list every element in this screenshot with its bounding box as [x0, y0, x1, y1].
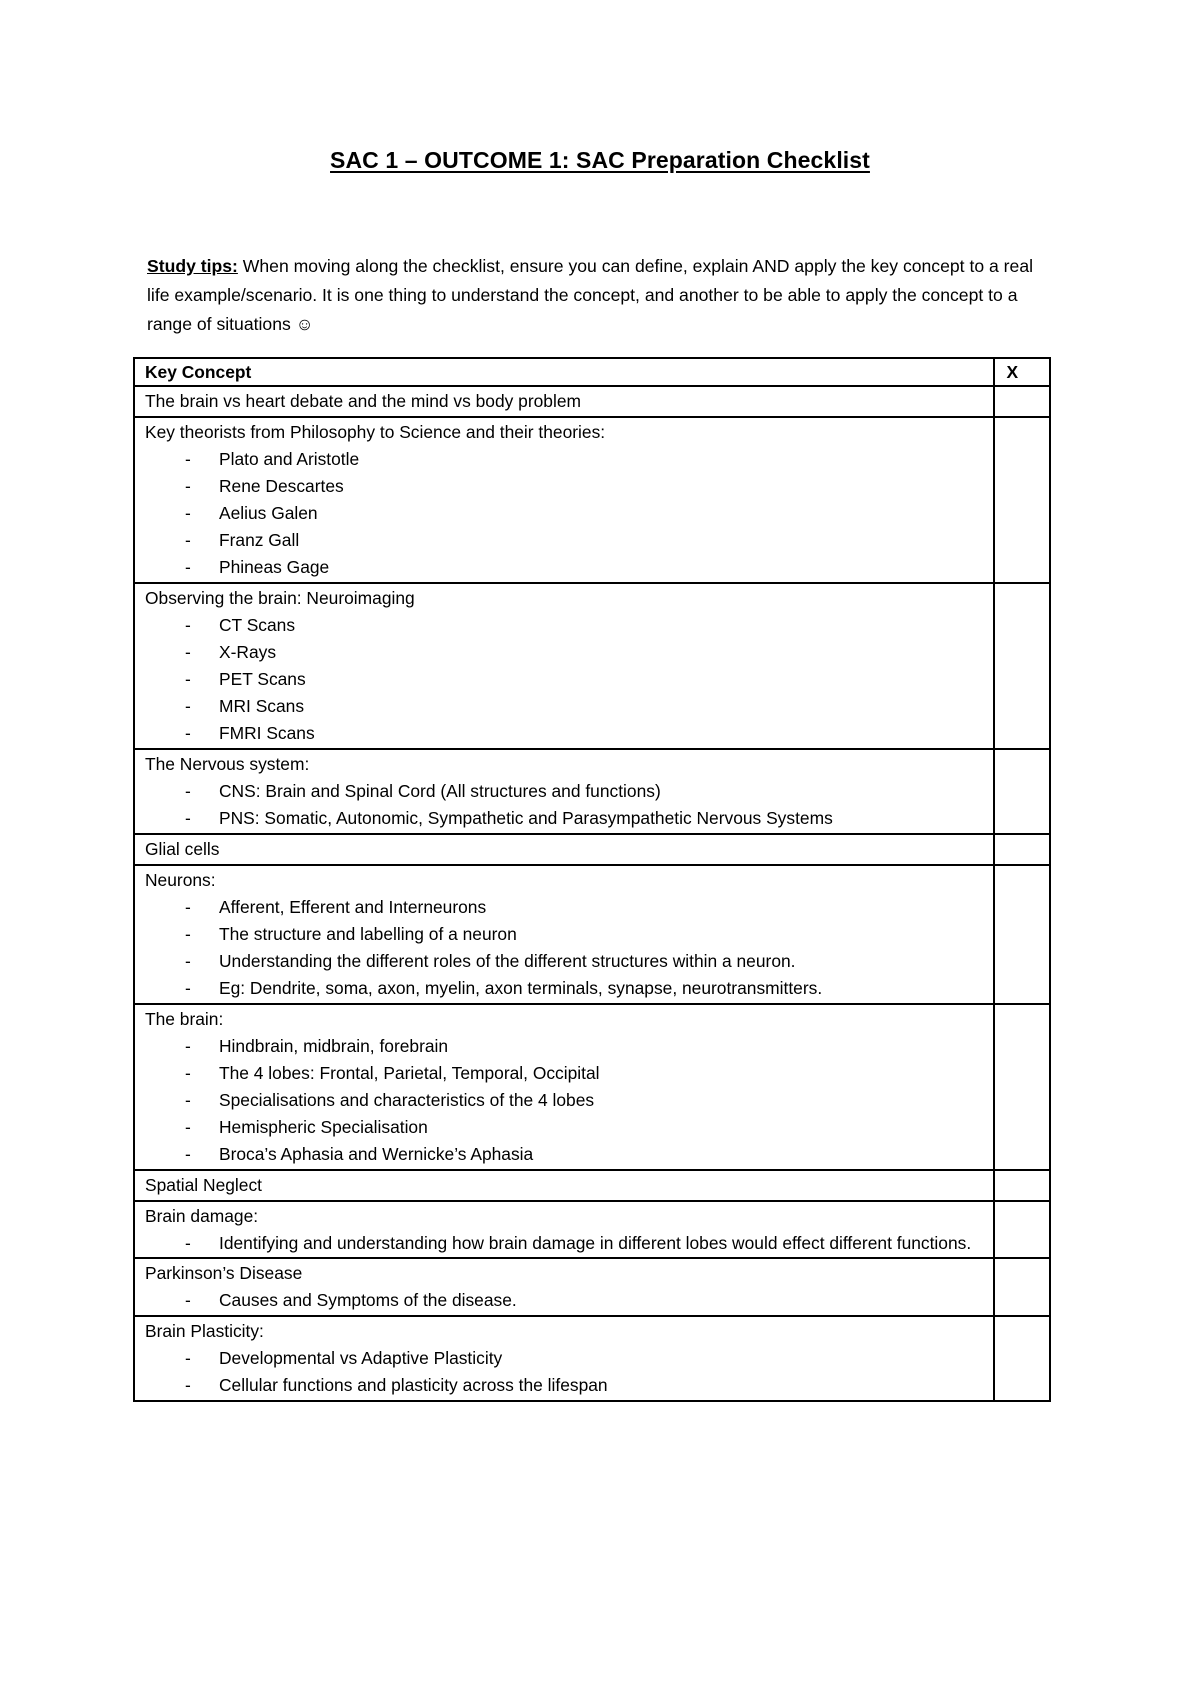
concept-subitem: - Understanding the different roles of the different structures within a neuron. [185, 948, 984, 975]
concept-subitem: - Plato and Aristotle [185, 446, 984, 473]
checklist-row [134, 749, 1050, 834]
concept-heading: The brain: [145, 1009, 224, 1029]
concept-cell [134, 1201, 994, 1258]
concept-cell [134, 417, 994, 583]
checklist-row [134, 583, 1050, 749]
concept-subitem: - Developmental vs Adaptive Plasticity [185, 1345, 984, 1372]
checklist-row [134, 1201, 1050, 1258]
concept-subitems [145, 1230, 984, 1256]
checkbox-cell[interactable] [994, 583, 1050, 749]
concept-heading: Brain damage: [145, 1206, 259, 1226]
concept-heading: Key theorists from Philosophy to Science and their theories: [145, 422, 606, 442]
key-concept-header: Key Concept [134, 358, 994, 386]
concept-subitem: - MRI Scans [185, 693, 984, 720]
concept-subitems [145, 1345, 984, 1399]
concept-subitem: - CT Scans [185, 612, 984, 639]
concept-cell [134, 386, 994, 417]
checklist-header-row [134, 358, 1050, 386]
concept-heading: Brain Plasticity: [145, 1321, 264, 1341]
concept-subitem: - Cellular functions and plasticity across the lifespan [185, 1372, 984, 1399]
checkbox-cell[interactable] [994, 386, 1050, 417]
concept-heading: The Nervous system: [145, 754, 310, 774]
study-tips [147, 252, 1057, 339]
concept-heading: Parkinson’s Disease [145, 1263, 303, 1283]
concept-cell [134, 1258, 994, 1316]
concept-subitem: - Causes and Symptoms of the disease. [185, 1287, 984, 1314]
study-tips-text: When moving along the checklist, ensure you can define, explain AND apply the key concept to a real life example/scenario. It is one thing to understand the concept, and another to be able to apply the concept to a range of situations ☺ [147, 256, 1034, 334]
checklist-row [134, 865, 1050, 1004]
checkbox-cell[interactable] [994, 1004, 1050, 1170]
concept-subitem: - Aelius Galen [185, 500, 984, 527]
concept-subitem: - Afferent, Efferent and Interneurons [185, 894, 984, 921]
concept-subitem: - CNS: Brain and Spinal Cord (All structures and functions) [185, 778, 984, 805]
concept-subitem: - Eg: Dendrite, soma, axon, myelin, axon terminals, synapse, neurotransmitters. [185, 975, 984, 1002]
page-title: SAC 1 – OUTCOME 1: SAC Preparation Checklist [330, 147, 870, 173]
concept-subitems [145, 446, 984, 581]
concept-subitems [145, 778, 984, 832]
checklist-row [134, 834, 1050, 865]
study-tips-label: Study tips: [147, 256, 238, 276]
checkbox-cell[interactable] [994, 1258, 1050, 1316]
concept-heading: The brain vs heart debate and the mind vs body problem [145, 391, 581, 411]
concept-subitems [145, 894, 984, 1002]
concept-heading: Neurons: [145, 870, 216, 890]
concept-cell [134, 1170, 994, 1201]
concept-cell [134, 834, 994, 865]
concept-cell [134, 1316, 994, 1401]
checkbox-cell[interactable] [994, 1201, 1050, 1258]
concept-subitem: - PNS: Somatic, Autonomic, Sympathetic and Parasympathetic Nervous Systems [185, 805, 984, 832]
check-column-header: X [994, 358, 1050, 386]
concept-subitem: - The 4 lobes: Frontal, Parietal, Temporal, Occipital [185, 1060, 984, 1087]
checklist-row [134, 1004, 1050, 1170]
checkbox-cell[interactable] [994, 834, 1050, 865]
checklist-row [134, 1170, 1050, 1201]
checkbox-cell[interactable] [994, 1316, 1050, 1401]
concept-subitem: - Hindbrain, midbrain, forebrain [185, 1033, 984, 1060]
concept-subitem: - X-Rays [185, 639, 984, 666]
checklist-row [134, 386, 1050, 417]
checkbox-cell[interactable] [994, 749, 1050, 834]
concept-heading: Glial cells [145, 839, 220, 859]
concept-subitem: - Specialisations and characteristics of the 4 lobes [185, 1087, 984, 1114]
concept-subitem: - Broca’s Aphasia and Wernicke’s Aphasia [185, 1141, 984, 1168]
concept-subitems [145, 612, 984, 747]
checkbox-cell[interactable] [994, 865, 1050, 1004]
concept-subitem: - Phineas Gage [185, 554, 984, 581]
checklist-body [134, 386, 1050, 1401]
concept-subitem: - Identifying and understanding how brain damage in different lobes would effect different functions. [185, 1230, 984, 1256]
concept-cell [134, 583, 994, 749]
concept-subitem: - The structure and labelling of a neuron [185, 921, 984, 948]
concept-heading: Observing the brain: Neuroimaging [145, 588, 415, 608]
concept-cell [134, 749, 994, 834]
concept-cell [134, 1004, 994, 1170]
concept-heading: Spatial Neglect [145, 1175, 262, 1195]
checklist-table [133, 357, 1051, 1402]
checkbox-cell[interactable] [994, 417, 1050, 583]
concept-subitem: - Franz Gall [185, 527, 984, 554]
concept-subitems [145, 1033, 984, 1168]
concept-subitems [145, 1287, 984, 1314]
checklist-row [134, 1258, 1050, 1316]
concept-subitem: - FMRI Scans [185, 720, 984, 747]
concept-subitem: - Hemispheric Specialisation [185, 1114, 984, 1141]
checklist-row [134, 1316, 1050, 1401]
concept-subitem: - PET Scans [185, 666, 984, 693]
concept-cell [134, 865, 994, 1004]
concept-subitem: - Rene Descartes [185, 473, 984, 500]
checklist-row [134, 417, 1050, 583]
checkbox-cell[interactable] [994, 1170, 1050, 1201]
